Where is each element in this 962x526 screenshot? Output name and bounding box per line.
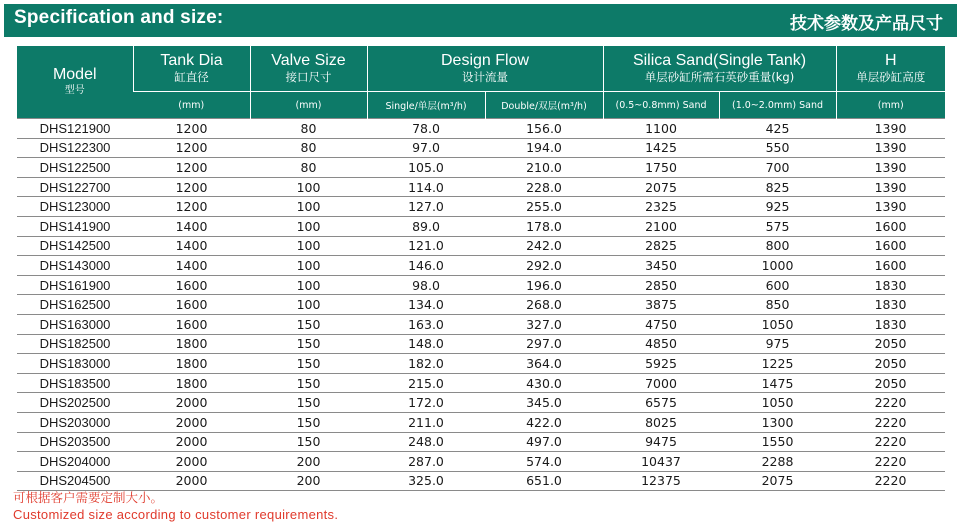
header-tank-dia-zh: 缸直径 (174, 70, 209, 84)
header-design-flow (367, 46, 603, 92)
table-row (17, 197, 945, 217)
cell-tank-dia: 1400 (133, 216, 250, 236)
cell-flow-double: 292.0 (485, 256, 603, 276)
header-design-flow-zh: 设计流量 (462, 70, 508, 84)
cell-valve-size: 100 (250, 177, 367, 197)
cell-sand-coarse: 550 (719, 138, 836, 158)
cell-model: DHS142500 (17, 236, 133, 256)
cell-sand-fine: 2825 (603, 236, 719, 256)
cell-height: 1600 (836, 216, 945, 236)
header-height-unit: (mm) (836, 92, 945, 119)
table-row (17, 393, 945, 413)
cell-model: DHS141900 (17, 216, 133, 236)
cell-valve-size: 150 (250, 373, 367, 393)
cell-flow-double: 255.0 (485, 197, 603, 217)
cell-valve-size: 150 (250, 314, 367, 334)
cell-sand-fine: 1100 (603, 119, 719, 139)
cell-sand-fine: 5925 (603, 354, 719, 374)
cell-flow-single: 114.0 (367, 177, 485, 197)
cell-flow-double: 430.0 (485, 373, 603, 393)
cell-sand-fine: 6575 (603, 393, 719, 413)
cell-sand-coarse: 1475 (719, 373, 836, 393)
cell-flow-single: 287.0 (367, 452, 485, 472)
cell-flow-single: 134.0 (367, 295, 485, 315)
section-title-bar (4, 4, 957, 37)
cell-flow-single: 78.0 (367, 119, 485, 139)
cell-sand-coarse: 1225 (719, 354, 836, 374)
cell-tank-dia: 1800 (133, 354, 250, 374)
cell-sand-fine: 1425 (603, 138, 719, 158)
cell-model: DHS122500 (17, 158, 133, 178)
cell-height: 1390 (836, 177, 945, 197)
table-row (17, 138, 945, 158)
cell-height: 1390 (836, 158, 945, 178)
cell-height: 2050 (836, 373, 945, 393)
cell-flow-single: 105.0 (367, 158, 485, 178)
cell-flow-double: 242.0 (485, 236, 603, 256)
cell-height: 1830 (836, 275, 945, 295)
cell-height: 2220 (836, 412, 945, 432)
header-silica-sand (603, 46, 836, 92)
cell-flow-single: 127.0 (367, 197, 485, 217)
table-row (17, 236, 945, 256)
cell-valve-size: 150 (250, 334, 367, 354)
table-row (17, 256, 945, 276)
cell-tank-dia: 1600 (133, 314, 250, 334)
table-row (17, 412, 945, 432)
cell-flow-double: 497.0 (485, 432, 603, 452)
cell-flow-single: 121.0 (367, 236, 485, 256)
cell-valve-size: 80 (250, 138, 367, 158)
cell-height: 2220 (836, 471, 945, 491)
cell-sand-coarse: 2288 (719, 452, 836, 472)
cell-flow-double: 327.0 (485, 314, 603, 334)
cell-sand-coarse: 825 (719, 177, 836, 197)
cell-flow-double: 297.0 (485, 334, 603, 354)
cell-valve-size: 200 (250, 471, 367, 491)
cell-model: DHS161900 (17, 275, 133, 295)
cell-sand-fine: 1750 (603, 158, 719, 178)
table-row (17, 334, 945, 354)
cell-model: DHS182500 (17, 334, 133, 354)
cell-sand-coarse: 700 (719, 158, 836, 178)
cell-flow-double: 194.0 (485, 138, 603, 158)
table-row (17, 452, 945, 472)
cell-valve-size: 200 (250, 452, 367, 472)
cell-model: DHS203000 (17, 412, 133, 432)
cell-valve-size: 150 (250, 432, 367, 452)
cell-flow-single: 163.0 (367, 314, 485, 334)
cell-tank-dia: 2000 (133, 393, 250, 413)
cell-flow-double: 178.0 (485, 216, 603, 236)
custom-size-note-en: Customized size according to customer requirements. (13, 507, 339, 522)
table-row (17, 354, 945, 374)
cell-sand-fine: 12375 (603, 471, 719, 491)
cell-valve-size: 150 (250, 354, 367, 374)
cell-flow-single: 172.0 (367, 393, 485, 413)
cell-sand-coarse: 1050 (719, 314, 836, 334)
cell-model: DHS183000 (17, 354, 133, 374)
header-height (836, 46, 945, 92)
cell-height: 2220 (836, 452, 945, 472)
cell-valve-size: 100 (250, 236, 367, 256)
header-row-sub (17, 92, 945, 119)
header-valve-size-zh: 接口尺寸 (285, 70, 332, 84)
cell-flow-double: 364.0 (485, 354, 603, 374)
cell-flow-single: 215.0 (367, 373, 485, 393)
section-title-zh: 技术参数及产品尺寸 (790, 14, 943, 34)
cell-sand-coarse: 425 (719, 119, 836, 139)
table-row (17, 373, 945, 393)
table-row (17, 295, 945, 315)
cell-height: 1390 (836, 119, 945, 139)
cell-height: 2050 (836, 334, 945, 354)
cell-sand-fine: 2850 (603, 275, 719, 295)
cell-tank-dia: 1800 (133, 334, 250, 354)
cell-height: 2050 (836, 354, 945, 374)
cell-valve-size: 150 (250, 412, 367, 432)
cell-tank-dia: 2000 (133, 471, 250, 491)
header-tank-dia-en: Tank Dia (160, 52, 223, 69)
cell-sand-fine: 4750 (603, 314, 719, 334)
header-flow-single: Single/单层(m³/h) (367, 92, 485, 119)
cell-sand-coarse: 600 (719, 275, 836, 295)
cell-model: DHS202500 (17, 393, 133, 413)
cell-sand-fine: 2075 (603, 177, 719, 197)
header-silica-sand-en: Silica Sand(Single Tank) (632, 52, 807, 69)
cell-model: DHS143000 (17, 256, 133, 276)
header-height-en: H (884, 52, 897, 69)
cell-flow-double: 210.0 (485, 158, 603, 178)
cell-flow-double: 268.0 (485, 295, 603, 315)
spec-table (17, 46, 945, 491)
cell-sand-fine: 10437 (603, 452, 719, 472)
table-row (17, 432, 945, 452)
cell-flow-double: 422.0 (485, 412, 603, 432)
cell-tank-dia: 2000 (133, 432, 250, 452)
cell-sand-fine: 3875 (603, 295, 719, 315)
cell-model: DHS122300 (17, 138, 133, 158)
cell-valve-size: 100 (250, 256, 367, 276)
cell-flow-single: 325.0 (367, 471, 485, 491)
cell-flow-double: 574.0 (485, 452, 603, 472)
table-row (17, 314, 945, 334)
cell-sand-fine: 2100 (603, 216, 719, 236)
cell-sand-coarse: 800 (719, 236, 836, 256)
header-sand-coarse: (1.0~2.0mm) Sand (719, 92, 836, 119)
cell-flow-double: 345.0 (485, 393, 603, 413)
table-row (17, 216, 945, 236)
cell-tank-dia: 1200 (133, 197, 250, 217)
cell-flow-double: 196.0 (485, 275, 603, 295)
cell-valve-size: 150 (250, 393, 367, 413)
cell-height: 1390 (836, 197, 945, 217)
cell-sand-fine: 8025 (603, 412, 719, 432)
cell-height: 1830 (836, 314, 945, 334)
cell-model: DHS204000 (17, 452, 133, 472)
cell-tank-dia: 1200 (133, 138, 250, 158)
cell-tank-dia: 1200 (133, 119, 250, 139)
cell-valve-size: 80 (250, 119, 367, 139)
cell-sand-coarse: 575 (719, 216, 836, 236)
header-design-flow-en: Design Flow (440, 52, 530, 69)
cell-valve-size: 100 (250, 197, 367, 217)
table-row (17, 275, 945, 295)
cell-flow-double: 651.0 (485, 471, 603, 491)
cell-flow-single: 146.0 (367, 256, 485, 276)
header-flow-double: Double/双层(m³/h) (485, 92, 603, 119)
cell-model: DHS203500 (17, 432, 133, 452)
header-valve-size-unit: (mm) (250, 92, 367, 119)
cell-model: DHS162500 (17, 295, 133, 315)
cell-model: DHS204500 (17, 471, 133, 491)
cell-tank-dia: 1400 (133, 236, 250, 256)
cell-flow-single: 98.0 (367, 275, 485, 295)
header-valve-size (250, 46, 367, 92)
cell-height: 2220 (836, 432, 945, 452)
header-valve-size-en: Valve Size (271, 52, 346, 69)
cell-sand-coarse: 1550 (719, 432, 836, 452)
cell-valve-size: 100 (250, 275, 367, 295)
cell-sand-coarse: 1000 (719, 256, 836, 276)
cell-flow-single: 89.0 (367, 216, 485, 236)
cell-tank-dia: 1200 (133, 177, 250, 197)
cell-sand-fine: 2325 (603, 197, 719, 217)
cell-sand-fine: 4850 (603, 334, 719, 354)
cell-model: DHS122700 (17, 177, 133, 197)
cell-sand-coarse: 2075 (719, 471, 836, 491)
header-tank-dia-unit: (mm) (133, 92, 250, 119)
cell-sand-fine: 3450 (603, 256, 719, 276)
cell-flow-double: 228.0 (485, 177, 603, 197)
cell-model: DHS123000 (17, 197, 133, 217)
cell-tank-dia: 1200 (133, 158, 250, 178)
cell-height: 1600 (836, 236, 945, 256)
table-row (17, 158, 945, 178)
header-model-en: Model (52, 65, 97, 83)
cell-height: 2220 (836, 393, 945, 413)
cell-model: DHS121900 (17, 119, 133, 139)
cell-height: 1600 (836, 256, 945, 276)
custom-size-note-zh: 可根据客户需要定制大小。 (13, 490, 164, 505)
cell-tank-dia: 2000 (133, 412, 250, 432)
cell-flow-single: 211.0 (367, 412, 485, 432)
header-silica-sand-zh: 单层砂缸所需石英砂重量(kg) (644, 70, 795, 84)
cell-model: DHS183500 (17, 373, 133, 393)
cell-flow-single: 182.0 (367, 354, 485, 374)
cell-tank-dia: 1800 (133, 373, 250, 393)
header-sand-fine: (0.5~0.8mm) Sand (603, 92, 719, 119)
cell-tank-dia: 1400 (133, 256, 250, 276)
cell-sand-coarse: 1050 (719, 393, 836, 413)
cell-flow-single: 248.0 (367, 432, 485, 452)
header-row-main (17, 46, 945, 92)
cell-height: 1830 (836, 295, 945, 315)
cell-valve-size: 100 (250, 295, 367, 315)
section-title-en: Specification and size: (14, 7, 224, 28)
cell-valve-size: 100 (250, 216, 367, 236)
cell-sand-fine: 7000 (603, 373, 719, 393)
cell-flow-double: 156.0 (485, 119, 603, 139)
cell-sand-coarse: 1300 (719, 412, 836, 432)
table-body (17, 119, 945, 491)
table-row (17, 119, 945, 139)
cell-sand-coarse: 850 (719, 295, 836, 315)
cell-sand-coarse: 925 (719, 197, 836, 217)
cell-valve-size: 80 (250, 158, 367, 178)
cell-tank-dia: 1600 (133, 275, 250, 295)
cell-flow-single: 148.0 (367, 334, 485, 354)
header-tank-dia (133, 46, 250, 92)
cell-height: 1390 (836, 138, 945, 158)
header-height-zh: 单层砂缸高度 (856, 70, 926, 84)
cell-tank-dia: 1600 (133, 295, 250, 315)
cell-sand-coarse: 975 (719, 334, 836, 354)
table-row (17, 177, 945, 197)
header-model (17, 46, 133, 119)
header-model-zh: 型号 (64, 84, 85, 96)
cell-sand-fine: 9475 (603, 432, 719, 452)
cell-model: DHS163000 (17, 314, 133, 334)
cell-tank-dia: 2000 (133, 452, 250, 472)
cell-flow-single: 97.0 (367, 138, 485, 158)
